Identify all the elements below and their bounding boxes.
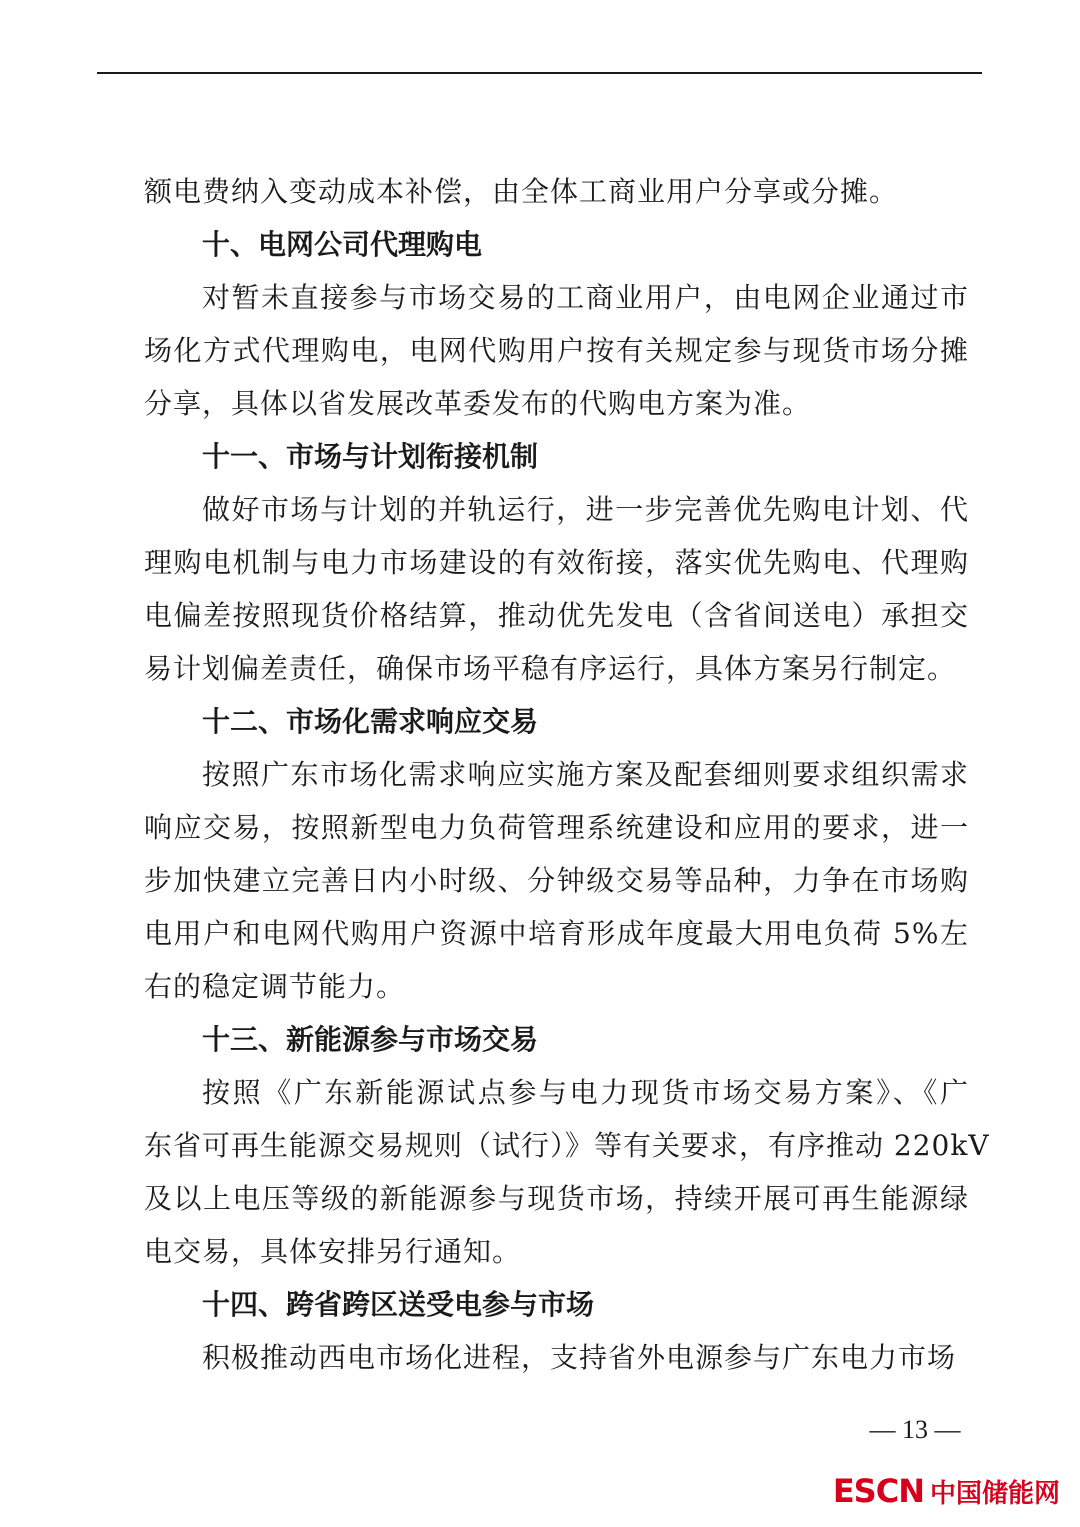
page-number: — 13 — [869,1415,961,1444]
section-heading: 十一、市场与计划衔接机制 [202,440,539,473]
section-heading: 十四、跨省跨区送受电参与市场 [202,1288,595,1321]
paragraph-line: 易计划偏差责任，确保市场平稳有序运行，具体方案另行制定。 [144,652,957,685]
section-heading: 十、电网公司代理购电 [202,228,483,261]
paragraph-line: 东省可再生能源交易规则（试行）》等有关要求，有序推动 220kV [144,1129,990,1162]
paragraph-line: 对暂未直接参与市场交易的工商业用户，由电网企业通过市 [202,281,969,314]
paragraph-line: 右的稳定调节能力。 [144,970,406,1003]
header-rule [97,72,982,74]
paragraph-line: 电交易，具体安排另行通知。 [144,1235,522,1268]
paragraph-line: 场化方式代理购电，电网代购用户按有关规定参与现货市场分摊 [144,334,969,367]
section-heading: 十二、市场化需求响应交易 [202,705,539,738]
document-body [144,165,990,1384]
paragraph-line: 电偏差按照现货价格结算，推动优先发电（含省间送电）承担交 [144,599,969,632]
paragraph-line: 及以上电压等级的新能源参与现货市场，持续开展可再生能源绿 [144,1182,969,1215]
paragraph-line: 步加快建立完善日内小时级、分钟级交易等品种，力争在市场购 [144,864,969,897]
watermark-cjk-text: 中国储能网 [929,1478,1060,1509]
paragraph-line: 理购电机制与电力市场建设的有效衔接，落实优先购电、代理购 [144,546,969,579]
paragraph-line: 积极推动西电市场化进程，支持省外电源参与广东电力市场 [202,1341,957,1374]
escn-watermark-logo [833,1469,1060,1513]
paragraph-line: 电用户和电网代购用户资源中培育形成年度最大用电负荷 5%左 [144,917,969,950]
paragraph-line: 做好市场与计划的并轨运行，进一步完善优先购电计划、代 [202,493,969,526]
paragraph-line: 额电费纳入变动成本补偿，由全体工商业用户分享或分摊。 [144,175,899,208]
paragraph-line: 按照广东市场化需求响应实施方案及配套细则要求组织需求 [202,758,969,791]
watermark-latin-text: ESCN [832,1472,924,1510]
paragraph-line: 按照《广东新能源试点参与电力现货市场交易方案》、《广 [202,1076,969,1109]
section-heading: 十三、新能源参与市场交易 [202,1023,539,1056]
paragraph-line: 响应交易，按照新型电力负荷管理系统建设和应用的要求，进一 [144,811,969,844]
paragraph-line: 分享，具体以省发展改革委发布的代购电方案为准。 [144,387,812,420]
